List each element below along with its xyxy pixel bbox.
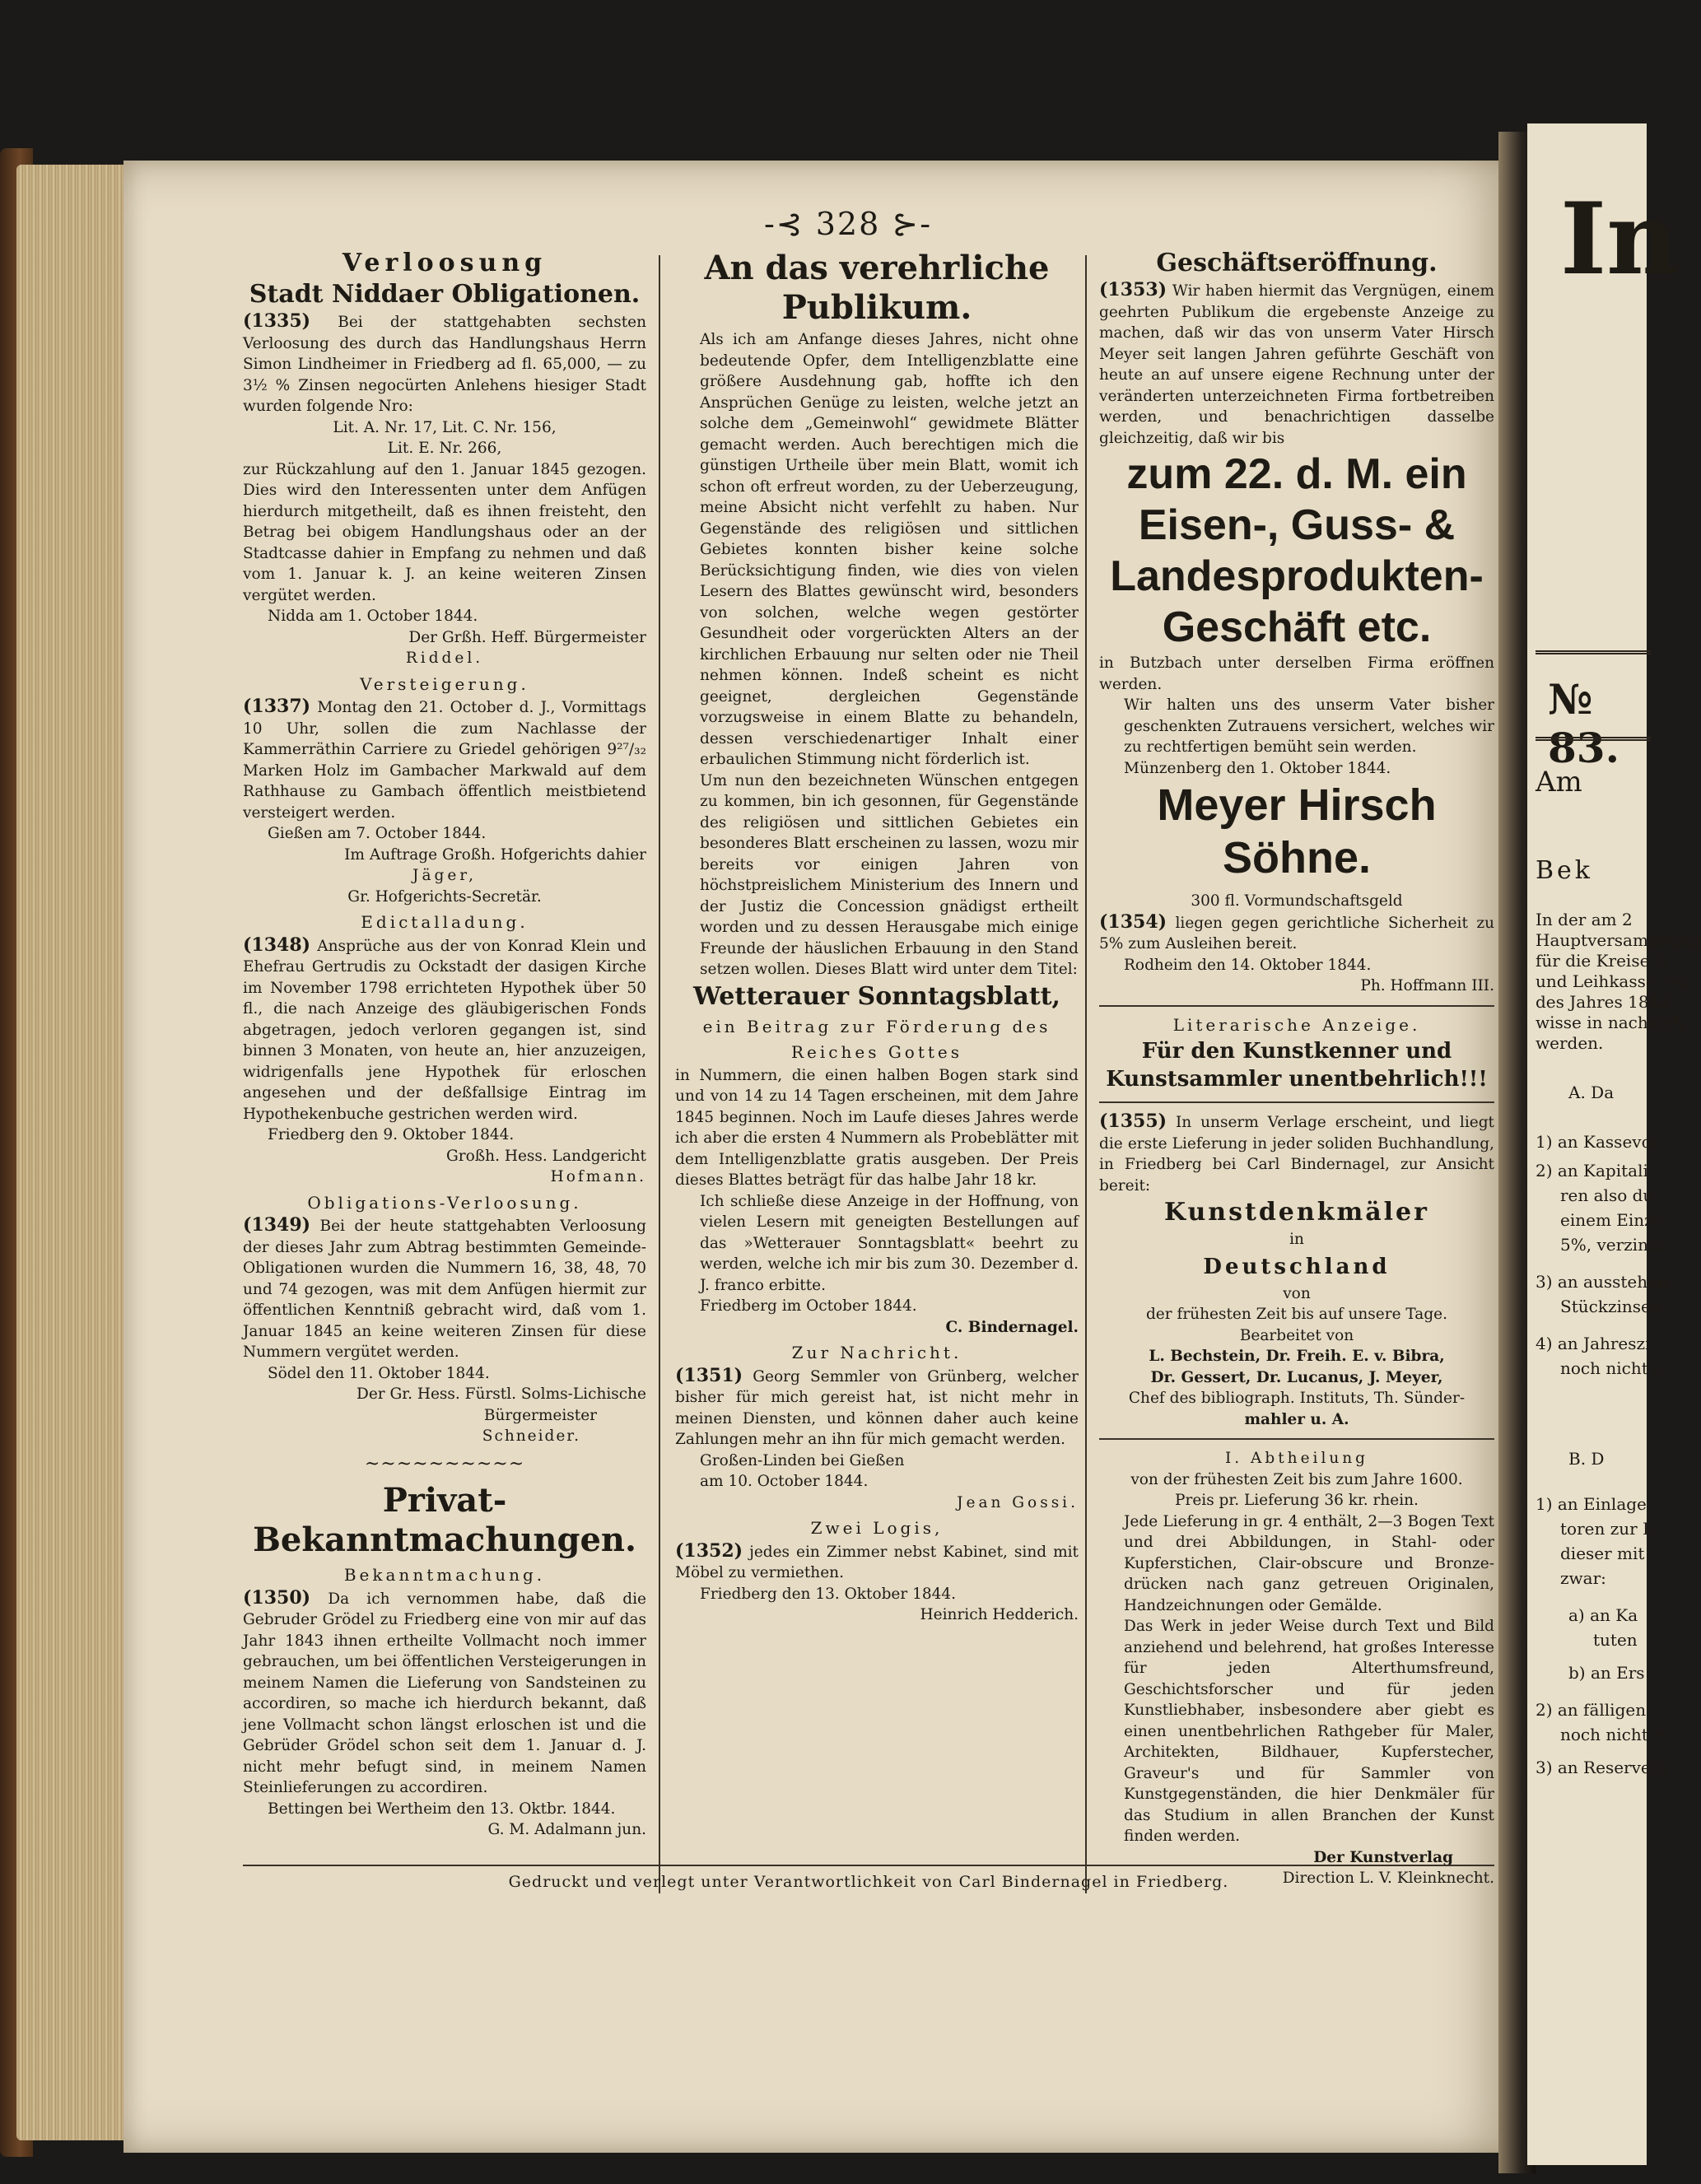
- notice-signature: Schneider.: [482, 1427, 580, 1445]
- notice-date: Gießen am 7. October 1844.: [268, 825, 487, 842]
- notice-signature: Heinrich Hedderich.: [920, 1606, 1079, 1623]
- notice-line: Lit. E. Nr. 266,: [387, 440, 502, 457]
- notice: [243, 935, 646, 1125]
- notice-number: (1355): [1099, 1111, 1167, 1132]
- notice-text: Als ich am Anfange dieses Jahres, nicht ohne bedeutende Opfer, dem Intelligenzblatte eine größere Ausdehnung gab, hoffte ich den Ansprüchen Genüge zu leisten, welche jetzt an solche dem „Gemeinwohl“ gewidmete Blätter gemacht werden. Auch berechtigen mich die günstigen Urtheile über mein Blatt, womit ich schon oft erfreut worden, zu der Ueberzeugung, meine Absicht nicht verfehlt zu haben. Nur Gegenstände des religiösen und sittlichen Gebietes konnten bisher keine solche Berücksichtigung finden, wie dies von vielen Lesern des Blattes gewünscht wird, besonders von solchen, welche wegen gestörter Gesundheit oder vorgerückten Alters an der kirchlichen Erbauung nur selten oder nie Theil nehmen können. Indeß scheint es nicht geeignet, dergleichen Gegenstände vorzugsweise in einem Blatte zu behandeln, dessen verschiedenartiger Inhalt einer erbaulichen Stimmung nicht förderlich ist.: [700, 331, 1079, 768]
- book-part: von der frühesten Zeit bis zum Jahre 1600.: [1130, 1470, 1463, 1488]
- section-heading: An das verehrliche Publikum.: [704, 249, 1050, 327]
- section-heading: Geschäftseröffnung.: [1156, 249, 1438, 277]
- facing-page-line: Hauptversammlung: [1536, 930, 1701, 950]
- notice-date: Friedberg den 9. Oktober 1844.: [268, 1126, 515, 1143]
- notice-signature: Ph. Hoffmann III.: [1360, 977, 1494, 994]
- notice-number: (1354): [1099, 910, 1167, 933]
- section-rule: [1099, 1438, 1494, 1440]
- firm-name: Söhne.: [1222, 833, 1371, 882]
- facing-page-line: toren zur K: [1560, 1519, 1655, 1539]
- facing-page-rule: [1536, 737, 1651, 741]
- page-number-header: [741, 206, 955, 242]
- display-line: zum 22. d. M. ein: [1126, 450, 1467, 498]
- section-heading: Zur Nachricht.: [791, 1343, 962, 1362]
- display-line: Landesprodukten-: [1110, 552, 1484, 600]
- facing-page-issue-number: № 83.: [1548, 675, 1619, 772]
- notice-signature: Der Grßh. Heff. Bürgermeister: [408, 628, 646, 646]
- notice-signature: Jäger,: [412, 867, 477, 884]
- book-page-edges: [16, 165, 140, 2140]
- notice-number: (1350): [243, 1586, 311, 1609]
- facing-page-line: einem Einze: [1560, 1210, 1663, 1230]
- notice-date: am 10. October 1844.: [700, 1473, 869, 1490]
- facing-page-line: a) an Ka: [1568, 1605, 1638, 1625]
- section-heading: Obligations-Verloosung.: [307, 1192, 582, 1213]
- notice-date: Bettingen bei Wertheim den 13. Oktbr. 1844.: [268, 1800, 616, 1818]
- notice-number: (1352): [675, 1539, 743, 1562]
- section-heading: Bekanntmachung.: [343, 1565, 546, 1585]
- firm-name: Meyer Hirsch: [1157, 780, 1437, 830]
- notice-number: (1349): [243, 1214, 311, 1236]
- notice: [243, 1215, 646, 1363]
- notice: [1099, 912, 1494, 955]
- facing-page-line: Am: [1536, 766, 1582, 799]
- notice: [243, 1588, 646, 1799]
- notice-date: Großen-Linden bei Gießen: [700, 1451, 905, 1469]
- column-divider: [1085, 255, 1087, 1893]
- book-authors: Dr. Gessert, Dr. Lucanus, J. Meyer,: [1150, 1368, 1443, 1386]
- facing-page-line: B. D: [1568, 1449, 1605, 1469]
- column-divider: [659, 255, 660, 1893]
- notice-text: Um nun den bezeichneten Wünschen entgegen zu kommen, bin ich gesonnen, für Gegenstände des religiösen und sittlichen Gebietes ein besonderes Blatt erscheinen zu lassen, wozu mir bereits vor einigen Jahren von höchstpreislichem Ministerium des Innern und der Justiz die Concession gnädigst ertheilt worden und zu dessen Herausgabe mich einige Freunde der häuslichen Erbauung in den Stand setzen wollen. Dieses Blatt wird unter dem Titel:: [700, 771, 1079, 978]
- page-number: 328: [815, 206, 881, 242]
- column-3: [1099, 247, 1494, 1889]
- book-authors: L. Bechstein, Dr. Freih. E. v. Bibra,: [1149, 1348, 1445, 1365]
- facing-page-line: und Leihkasse, wu: [1536, 971, 1691, 991]
- notice-number: (1337): [243, 696, 311, 717]
- notice-signature: G. M. Adalmann jun.: [487, 1821, 646, 1838]
- column-1: [243, 247, 646, 1841]
- facing-page-line: 1) an Kassevor: [1536, 1132, 1660, 1152]
- book-authors: Chef des bibliograph. Instituts, Th. Sünder-: [1128, 1390, 1466, 1407]
- notice-text: Wir haben hiermit das Vergnügen, einem geehrten Publikum die ergebenste Anzeige zu machen, daß wir das von unserm Vater Hirsch Meyer seit langen Jahren geführte Geschäft von heute an auf unsere eigene Rechnung unter der veränderten unterzeichneten Firma fortbetreiben werden, und benachrichtigen dasselbe gleichzeitig, daß wir bis: [1099, 282, 1494, 447]
- facing-page-line: In der am 2: [1536, 910, 1633, 929]
- notice-text: Das Werk in jeder Weise durch Text und Bild anziehend und belehrend, hat großes Interesse für jeden Alterthumsfreund, Geschichtsforscher und für jeden Kunstliebhaber, insbesondere aber giebt es einen unentbehrlichen Rathgeber für Maler, Architekten, Bildhauer, Kupferstecher, Graveur's und für Sammler von Kunstgegenständen, die hier Denkmäler für das Studium in allen Branchen der Kunst finden werden.: [1124, 1618, 1494, 1845]
- facing-page-line: ren also du: [1560, 1185, 1654, 1205]
- notice-date: Friedberg im October 1844.: [700, 1297, 917, 1315]
- publication-title: Wetterauer Sonntagsblatt,: [693, 981, 1060, 1011]
- facing-page-line: 2) an Kapitali: [1536, 1161, 1648, 1180]
- facing-page: [1527, 123, 1701, 2165]
- publication-subtitle: ein Beitrag zur Förderung des: [702, 1016, 1051, 1036]
- notice-text: jedes ein Zimmer nebst Kabinet, sind mit Möbel zu vermiethen.: [675, 1543, 1079, 1581]
- notice-text: in Nummern, die einen halben Bogen stark sind und von 14 zu 14 Tagen erscheinen, mit dem Jahre 1845 beginnen. Noch im Laufe dieses Jahres werde ich aber die ersten 4 Nummern als Probeblätter mit dem Intelligenzblatte gratis ausgeben. Der Preis dieses Blattes beträgt für das halbe Jahr 18 kr.: [675, 1066, 1079, 1189]
- section-heading: Verloosung: [342, 249, 548, 277]
- section-heading: Zwei Logis,: [810, 1518, 944, 1538]
- section-rule: [1099, 1101, 1494, 1103]
- notice: [675, 1541, 1079, 1584]
- facing-page-line: Bek: [1536, 856, 1593, 885]
- section-heading: Versteigerung.: [360, 673, 529, 694]
- column-2: [675, 247, 1079, 1626]
- notice-text: Montag den 21. October d. J., Vormittags 10 Uhr, sollen die zum Nachlasse der Kammerräthin Carriere zu Griedel gehörigen 9²⁷/₃₂ Marken Holz im Gambacher Markwald auf dem Rathhause zu Gambach öffentlich meistbietend versteigert werden.: [243, 699, 646, 822]
- facing-page-line: A. Da: [1568, 1083, 1615, 1102]
- display-line: Geschäft etc.: [1162, 603, 1432, 651]
- notice-date: Friedberg den 13. Oktober 1844.: [700, 1585, 957, 1603]
- notice-signature: Riddel.: [405, 650, 484, 667]
- notice-date: Münzenberg den 1. Oktober 1844.: [1124, 759, 1391, 777]
- notice-date: Rodheim den 14. Oktober 1844.: [1124, 956, 1372, 974]
- notice-signature: Jean Gossi.: [957, 1493, 1079, 1511]
- notice-signature: Gr. Hofgerichts-Secretär.: [347, 887, 542, 906]
- notice-signature: Der Kunstverlag: [1313, 1848, 1453, 1866]
- facing-page-line: noch nicht e: [1560, 1358, 1663, 1378]
- notice-text: Da ich vernommen habe, daß die Gebruder Grödel zu Friedberg eine von mir auf das Jahr 1843 ihnen ertheilte Vollmacht noch immer gebrauchen, um bei öffentlichen Versteigerungen in meinem Namen die Lieferung von Sandsteinen zu accordiren, so mache ich hierdurch bekannt, daß jene Vollmacht schon längst erloschen ist und die Gebrüder Grödel schon seit dem 1. Januar d. J. nicht mehr befugt sind, in meinem Namen Steinlieferungen zu accordiren.: [243, 1590, 646, 1796]
- notice-text: Bei der heute stattgehabten Verloosung der dieses Jahr zum Abtrag bestimmten Gemeinde-Obligationen wurden die Nummern 16, 38, 48, 70 und 74 gezogen, was mit dem Anfügen hiermit zur öffentlichen Kenntniß gebracht wird, daß vom 1. Januar 1845 an keine weiteren Zinsen für diese Nummern vergütet werden.: [243, 1218, 646, 1361]
- notice-number: (1348): [243, 934, 311, 956]
- facing-page-line: dieser mit: [1560, 1544, 1645, 1563]
- publication-subtitle: Reiches Gottes: [790, 1042, 963, 1062]
- facing-page-line: tuten: [1593, 1630, 1638, 1650]
- ornamental-divider: ~~~~~~~~~~: [364, 1453, 525, 1474]
- notice-text: Wir halten uns des unserm Vater bisher geschenkten Zutrauens versichert, welches wir zu rechtfertigen bemüht sein werden.: [1124, 696, 1494, 756]
- book-price: Preis pr. Lieferung 36 kr. rhein.: [1175, 1492, 1419, 1509]
- section-heading: 300 fl. Vormundschaftsgeld: [1191, 892, 1403, 910]
- notice-text: Jede Lieferung in gr. 4 enthält, 2—3 Bogen Text und drei Abbildungen, in Stahl- oder Kupferstichen, Clair-obscure und Bronze-drücken nach ganz getreuen Originalen, Handzeichnungen oder Gemälde.: [1124, 1512, 1494, 1614]
- book-part: I. Abtheilung: [1224, 1450, 1369, 1467]
- facing-page-line: 3) an ausstehen: [1536, 1272, 1668, 1292]
- notice-signature: Bürgermeister: [483, 1406, 597, 1424]
- facing-page-masthead: In: [1560, 181, 1679, 297]
- notice: [1099, 280, 1494, 449]
- facing-page-line: wisse in nachsteh: [1536, 1013, 1684, 1032]
- notice-signature: Im Auftrage Großh. Hofgerichts dahier: [344, 845, 646, 864]
- facing-page-line: 4) an Jahreszi: [1536, 1334, 1651, 1353]
- facing-page-line: 3) an Reservefo: [1536, 1758, 1667, 1777]
- notice: [243, 696, 646, 823]
- book-title: Kunstdenkmäler: [1164, 1198, 1429, 1227]
- notice-text: liegen gegen gerichtliche Sicherheit zu 5% zum Ausleihen bereit.: [1099, 914, 1494, 952]
- notice-text: Georg Semmler von Grünberg, welcher bisher für mich gereist hat, ist nicht mehr in meinen Diensten, und können daher auch keine Zahlungen mehr an ihn für mich gemacht werden.: [675, 1367, 1079, 1448]
- notice: [675, 1366, 1079, 1451]
- notice-number: (1353): [1099, 279, 1167, 300]
- facing-page-line: zwar:: [1560, 1568, 1606, 1588]
- notice: [243, 311, 646, 417]
- notice-signature: Großh. Hess. Landgericht: [446, 1147, 646, 1165]
- section-heading: Privat-Bekanntmachungen.: [253, 1481, 636, 1559]
- notice-signature: Direction L. V. Kleinknecht.: [1282, 1870, 1494, 1887]
- notice-signature: Der Gr. Hess. Fürstl. Solms-Lichische: [356, 1385, 646, 1403]
- ornament-right-icon: ⊱-: [892, 206, 933, 242]
- section-heading: Stadt Niddaer Obligationen.: [249, 280, 641, 309]
- book-title-line: von: [1283, 1284, 1311, 1302]
- book-title-line: Bearbeitet von: [1239, 1326, 1354, 1344]
- notice-number: (1351): [675, 1364, 743, 1386]
- display-line: Eisen-, Guss- &: [1138, 501, 1456, 549]
- notice-date: Södel den 11. Oktober 1844.: [268, 1364, 490, 1382]
- notice-text: Ich schließe diese Anzeige in der Hoffnung, von vielen Lesern mit geneigten Bestellungen auf das »Wetterauer Sonntagsblatt« beehrt zu werden, welche ich mir bis zum 30. Dezember d. J. franco erbitte.: [700, 1192, 1079, 1294]
- notice-date: Nidda am 1. October 1844.: [268, 608, 478, 625]
- notice-text: in Butzbach unter derselben Firma eröffnen werden.: [1099, 654, 1494, 693]
- facing-page-line: 2) an fälligen: [1536, 1700, 1647, 1720]
- notice-text: In unserm Verlage erscheint, und liegt die erste Lieferung in jeder soliden Buchhandlung, in Friedberg bei Carl Bindernagel, zur Ansicht bereit:: [1099, 1114, 1494, 1194]
- book-title-line: in: [1289, 1231, 1304, 1248]
- notice-text: zur Rückzahlung auf den 1. Januar 1845 gezogen. Dies wird den Interessenten unter dem Anfügen hierdurch mitgetheilt, daß es ihnen freisteht, den Betrag bei obigem Handlungshaus oder an der Stadtcasse dahier in Empfang zu nehmen und daß vom 1. Januar k. J. an keine weiteren Zinsen vergütet werden.: [243, 460, 646, 604]
- facing-page-line: b) an Ers: [1568, 1663, 1645, 1683]
- facing-page-line: für die Kreise G: [1536, 951, 1668, 971]
- footer-rule: [243, 1865, 1494, 1866]
- notice: [1099, 1111, 1494, 1196]
- notice-number: (1335): [243, 310, 311, 332]
- book-title-line: der frühesten Zeit bis auf unsere Tage.: [1145, 1306, 1448, 1323]
- facing-page-line: noch nicht e: [1560, 1725, 1663, 1744]
- section-heading: Edictalladung.: [361, 912, 529, 932]
- section-heading: Literarische Anzeige.: [1172, 1014, 1421, 1035]
- notice-signature: Hofmann.: [550, 1168, 646, 1185]
- notice-text: Ansprüche aus der von Konrad Klein und Ehefrau Gertrudis zu Ockstadt der dasigen Kirche im November 1798 errichteten Hypothek über 50 fl., die nach Anzeige des gläubigerischen Fonds abgetragen, jedoch verloren gegangen ist, sind binnen 3 Monaten, von heute an, hier anzuzeigen, widrigenfalls jene Hypothek für erloschen angesehen und der deßfallsige Eintrag im Hypothekenbuche gestrichen werden wird.: [243, 937, 646, 1123]
- facing-page-line: des Jahres 1843: [1536, 992, 1670, 1012]
- notice-text: Bei der stattgehabten sechsten Verloosung des durch das Handlungshaus Herrn Simon Lindheimer in Friedberg ad fl. 65,000, — zu 3½ % Zinsen negocürten Anlehens hiesiger Stadt wurden folgende Nro:: [243, 314, 646, 415]
- section-heading: Für den Kunstkenner und Kunstsammler unentbehrlich!!!: [1106, 1039, 1488, 1092]
- facing-page-rule: [1536, 650, 1651, 654]
- facing-page-line: werden.: [1536, 1033, 1604, 1053]
- book-authors: mahler u. A.: [1244, 1410, 1349, 1428]
- book-title: Deutschland: [1203, 1254, 1391, 1279]
- imprint-footer: Gedruckt und verlegt unter Verantwortlichkeit von Carl Bindernagel in Friedberg.: [508, 1873, 1229, 1891]
- facing-page-line: 1) an Einlage: [1536, 1494, 1647, 1514]
- facing-page-line: 5%, verzinse: [1560, 1235, 1667, 1255]
- notice-signature: C. Bindernagel.: [945, 1318, 1079, 1336]
- facing-page-line: Stückzinsen: [1560, 1297, 1661, 1316]
- section-rule: [1099, 1005, 1494, 1007]
- ornament-left-icon: -⊰: [763, 206, 804, 242]
- notice-line: Lit. A. Nr. 17, Lit. C. Nr. 156,: [333, 418, 557, 436]
